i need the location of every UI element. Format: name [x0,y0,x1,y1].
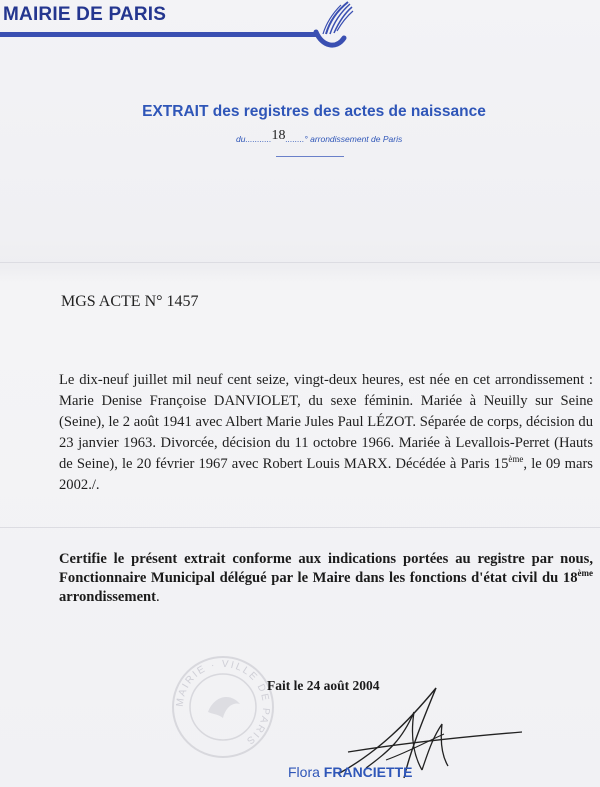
mairie-logo-icon [286,0,356,62]
district-suffix: ........° arrondissement de Paris [285,134,403,144]
issue-date: Fait le 24 août 2004 [267,678,380,693]
signatory-name [288,764,412,780]
fold-line [0,527,600,528]
acte-reference: MGS ACTE N° 1457 [61,293,199,310]
extract-title: EXTRAIT des registres des actes de naissance [142,103,486,120]
district-prefix: du........... [236,134,272,144]
header-rule [0,32,318,37]
extract-title-row [0,103,600,121]
record-text-part1: Le dix-neuf juillet mil neuf cent seize, vingt-deux heures, est née en cet arrondissement : Marie Denise Françoise DANVIOLET, du sexe féminin. Mariée à Neuilly sur Seine (Seine), le 2 août 1941 avec Albert Marie Jules Paul LÉZOT. Séparée de corps, décision du 23 janvier 1963. Divorcée, décision du 11 octobre 1966. Mariée à Levallois-Perret (Hauts de Seine), le 20 février 1967 avec Robert Louis MARX. Décédée à Paris 15 [59,372,593,472]
birth-record-text [59,370,593,496]
certification-part2: arrondissement [59,589,157,605]
certification-sup: ème [577,568,593,579]
record-text-part2: , le 09 mars 2002./. [59,456,593,493]
fold-line [0,262,600,263]
mairie-header-title: MAIRIE DE PARIS [3,4,167,25]
seal-text: MAIRIE · VILLE DE PARIS [174,658,272,748]
signatory-last-name: FRANCIETTE [323,764,413,780]
district-number: 18 [271,128,286,143]
embossed-seal-icon [168,652,278,762]
certification-end: . [156,589,160,605]
signatory-first-name: Flora [288,764,320,780]
certification-part1: Certifie le présent extrait conforme aux indications portées au registre par nous, Fonctionnaire Municipal délégué par le Maire dans les fonctions d'état civil du 18 [59,551,593,586]
record-text-sup: ème [508,454,524,465]
certification-text [59,550,593,607]
district-line [236,128,403,147]
district-underline [276,156,344,157]
